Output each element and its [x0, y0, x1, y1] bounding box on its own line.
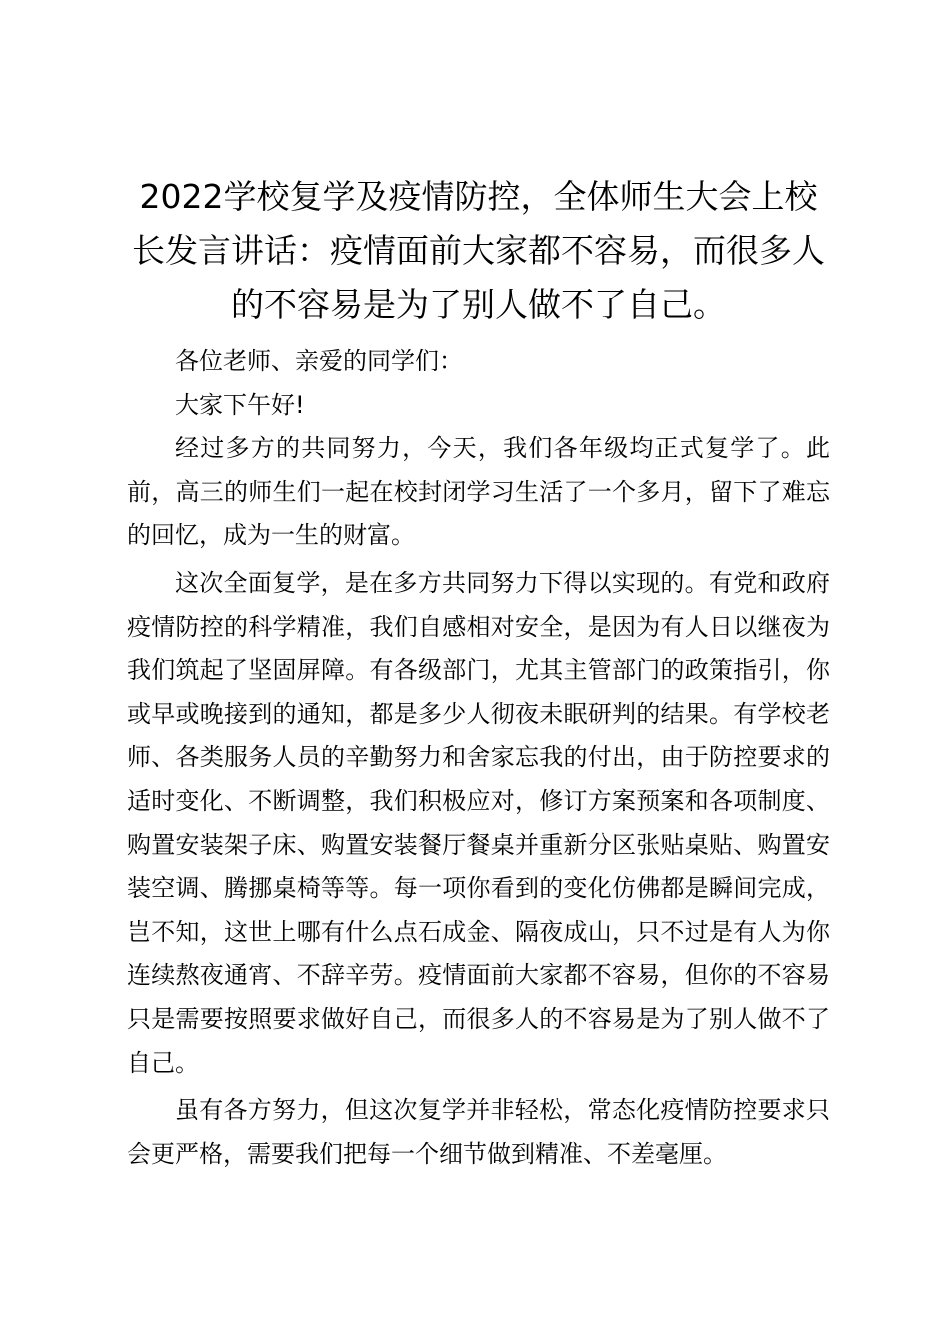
greeting: 大家下午好!: [175, 390, 305, 419]
body-paragraph-1: 经过多方的共同努力，今天，我们各年级均正式复学了。此前，高三的师生们一起在校封闭学习生活了一个多月，留下了难忘的回忆，成为一生的财富。: [127, 434, 830, 550]
salutation: 各位老师、亲爱的同学们：: [175, 347, 463, 375]
document-title: 2022学校复学及疫情防控，全体师生大会上校长发言讲话：疫情面前大家都不容易，而很多人的不容易是为了别人做不了自己。: [132, 177, 825, 324]
document-page: [127, 170, 830, 1176]
body-paragraph-3: 虽有各方努力，但这次复学并非轻松，常态化疫情防控要求只会更严格，需要我们把每一个细节做到精准、不差毫厘。: [127, 1096, 830, 1168]
body-paragraph-2: 这次全面复学，是在多方共同努力下得以实现的。有党和政府疫情防控的科学精准，我们自感相对安全，是因为有人日以继夜为我们筑起了坚固屏障。有各级部门，尤其主管部门的政策指引，你或早或晚接到的通知，都是多少人彻夜未眠研判的结果。有学校老师、各类服务人员的辛勤努力和舍家忘我的付出，由于防控要求的适时变化、不断调整，我们积极应对，修订方案预案和各项制度、购置安装架子床、购置安装餐厅餐桌并重新分区张贴桌贴、购置安装空调、腾挪桌椅等等。每一项你看到的变化仿佛都是瞬间完成，岂不知，这世上哪有什么点石成金、隔夜成山，只不过是有人为你连续熬夜通宵、不辞辛劳。疫情面前大家都不容易，但你的不容易只是需要按照要求做好自己，而很多人的不容易是为了别人做不了自己。: [127, 568, 830, 1077]
